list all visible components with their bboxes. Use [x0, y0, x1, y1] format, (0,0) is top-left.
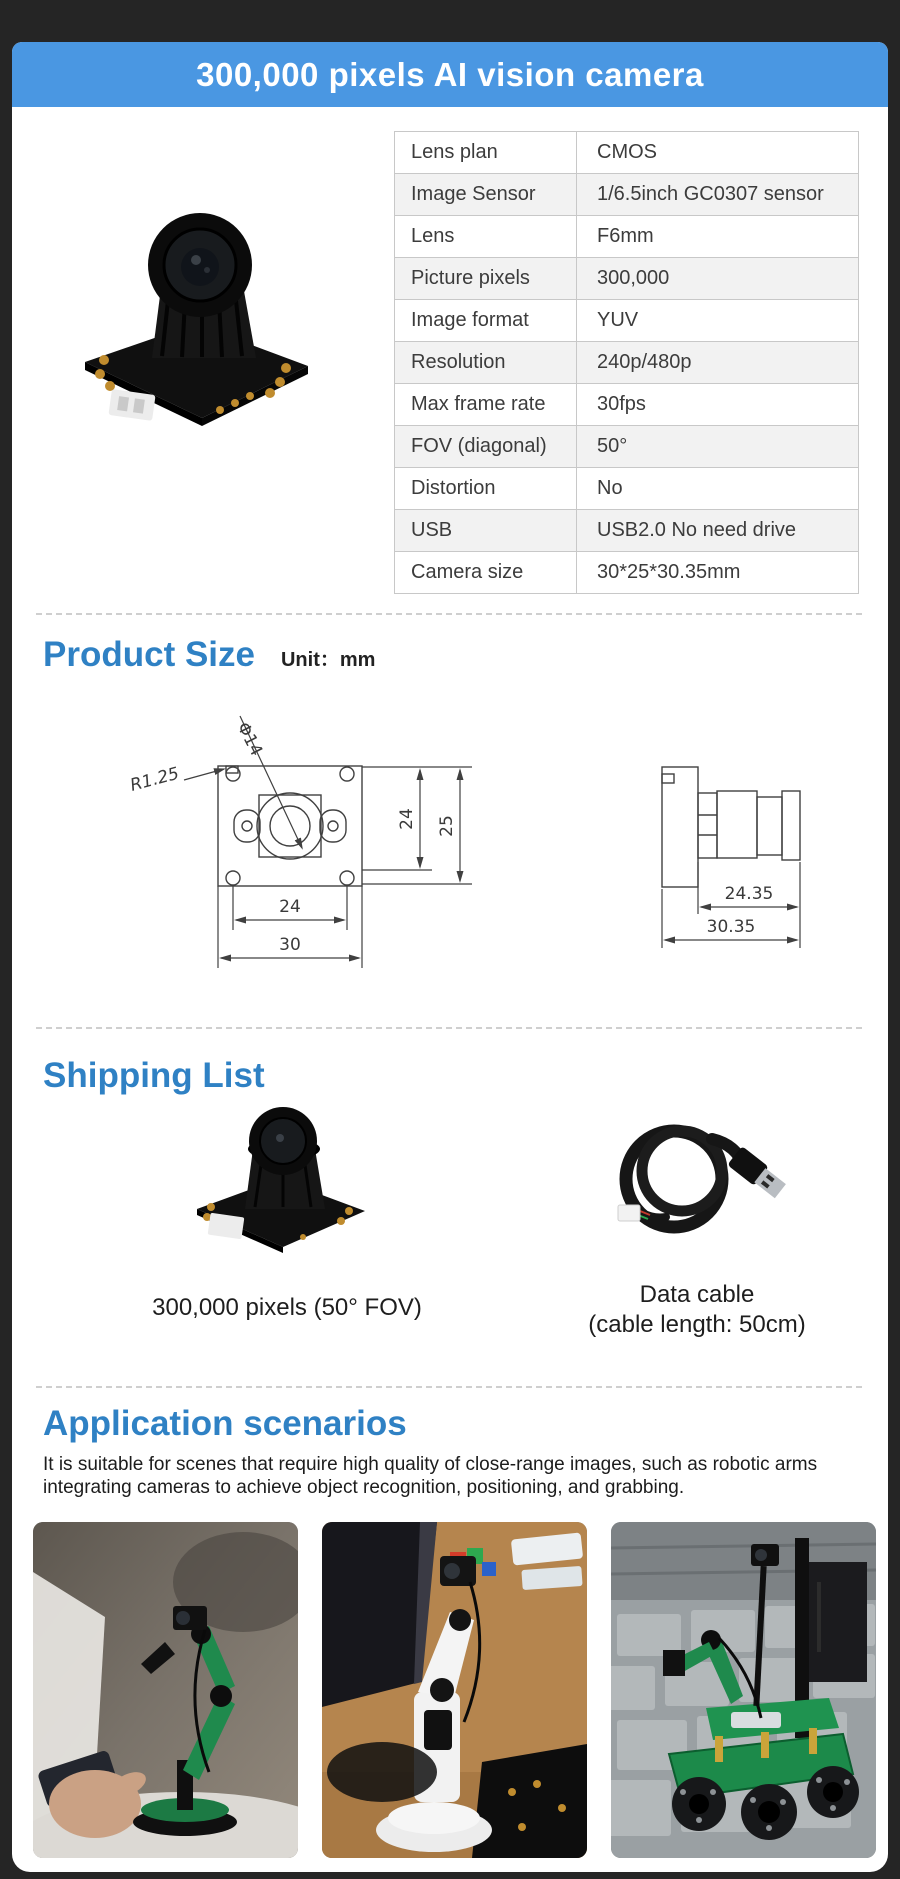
table-row	[395, 426, 859, 468]
robot-arm-phone-illustration	[33, 1522, 298, 1858]
dim-25-right: 25	[437, 815, 457, 837]
spec-label: Max frame rate	[395, 384, 577, 426]
spec-label: FOV (diagonal)	[395, 426, 577, 468]
spec-label: Image format	[395, 300, 577, 342]
spec-label: Resolution	[395, 342, 577, 384]
caption-line: Data cable	[639, 1281, 755, 1308]
dimension-drawings	[12, 690, 888, 1002]
spec-value: 30fps	[577, 384, 859, 426]
table-row	[395, 468, 859, 510]
unit-label: Unit：mm	[280, 649, 376, 671]
spec-value: F6mm	[577, 216, 859, 258]
spec-value: 240p/480p	[577, 342, 859, 384]
shipping-item-caption	[537, 1280, 857, 1340]
front-view-drawing	[128, 716, 472, 968]
spec-value: YUV	[577, 300, 859, 342]
application-photo-1	[33, 1522, 298, 1858]
dashed-divider	[36, 1386, 862, 1388]
dim-2435: 24.35	[724, 884, 774, 904]
page-title: 300,000 pixels AI vision camera	[196, 55, 704, 93]
application-photo-2	[322, 1522, 587, 1858]
robot-car-illustration	[611, 1522, 876, 1858]
spec-value: 1/6.5inch GC0307 sensor	[577, 174, 859, 216]
section-title: Product Size	[43, 635, 255, 674]
spec-label: Lens	[395, 216, 577, 258]
spec-label: USB	[395, 510, 577, 552]
spec-value: CMOS	[577, 132, 859, 174]
data-cable-photo	[592, 1107, 790, 1247]
dim-3035: 30.35	[706, 917, 756, 937]
shipping-camera-photo	[183, 1107, 377, 1273]
table-row	[395, 258, 859, 300]
spec-label: Image Sensor	[395, 174, 577, 216]
spec-label: Lens plan	[395, 132, 577, 174]
dashed-divider	[36, 613, 862, 615]
application-scenarios-heading	[43, 1404, 407, 1444]
application-photo-3	[611, 1522, 876, 1858]
side-view-drawing	[662, 767, 800, 948]
spec-value: No	[577, 468, 859, 510]
dashed-divider	[36, 1027, 862, 1029]
diameter-label: Φ14	[232, 719, 267, 760]
radius-label: R1.25	[128, 763, 182, 796]
caption-line: (cable length: 50cm)	[588, 1311, 806, 1338]
section-title: Shipping List	[43, 1056, 265, 1095]
table-row	[395, 510, 859, 552]
application-description: It is suitable for scenes that require high quality of close-range images, such as robotic arms integrating cameras to achieve object recognition, positioning, and grabbing.	[43, 1454, 818, 1498]
spec-value: 30*25*30.35mm	[577, 552, 859, 594]
table-row	[395, 342, 859, 384]
table-row	[395, 300, 859, 342]
dim-30-bottom: 30	[279, 935, 301, 955]
header-banner	[12, 42, 888, 107]
spec-value: USB2.0 No need drive	[577, 510, 859, 552]
spec-value: 50°	[577, 426, 859, 468]
shipping-item-caption: 300,000 pixels (50° FOV)	[152, 1294, 422, 1321]
table-row	[395, 132, 859, 174]
white-robot-arm-illustration	[322, 1522, 587, 1858]
spec-label: Distortion	[395, 468, 577, 510]
spec-label: Picture pixels	[395, 258, 577, 300]
product-card	[12, 42, 888, 1872]
spec-value: 300,000	[577, 258, 859, 300]
table-row	[395, 216, 859, 258]
camera-module-photo	[70, 210, 320, 465]
spec-table	[394, 131, 859, 594]
table-row	[395, 384, 859, 426]
spec-label: Camera size	[395, 552, 577, 594]
section-title: Application scenarios	[43, 1404, 407, 1443]
dim-24-right: 24	[397, 808, 417, 830]
table-row	[395, 174, 859, 216]
product-size-heading	[43, 635, 375, 675]
shipping-list-heading	[43, 1056, 265, 1096]
table-row	[395, 552, 859, 594]
dim-24-bottom: 24	[279, 897, 301, 917]
application-photos	[33, 1522, 876, 1858]
